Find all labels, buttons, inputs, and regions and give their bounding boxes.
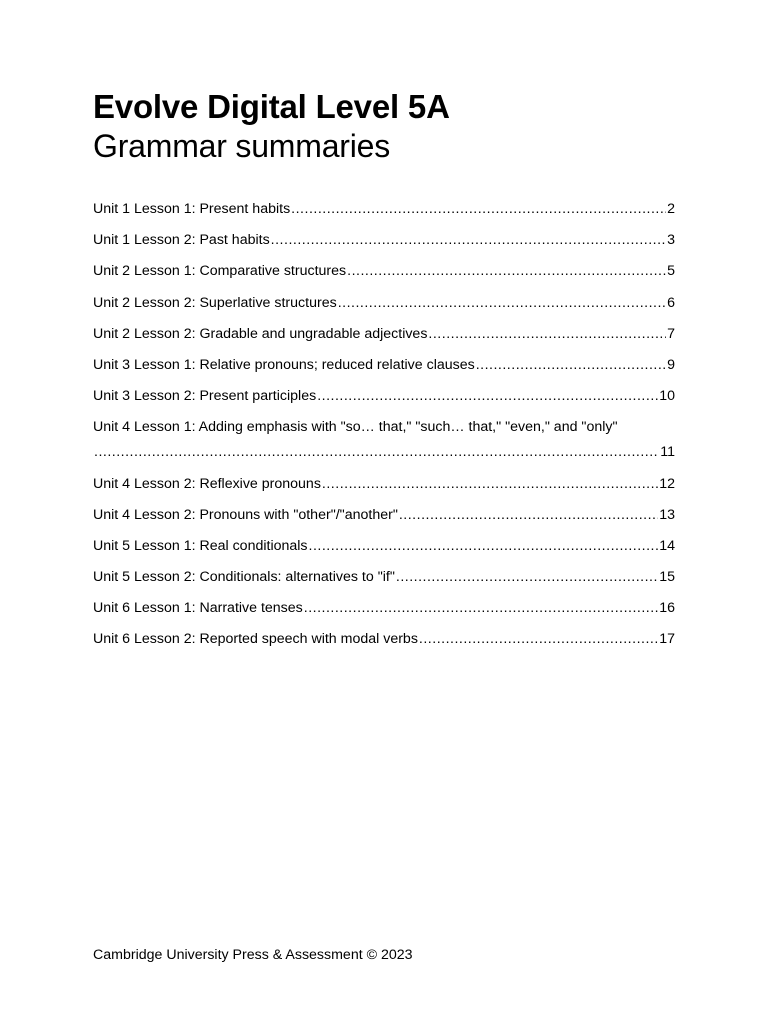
toc-entry[interactable] [93,505,675,525]
toc-entry-page: 9 [667,356,675,373]
toc-leader-dots [317,386,658,406]
toc-entry[interactable] [93,567,675,587]
document-subtitle: Grammar summaries [93,128,391,164]
toc-entry-page: 13 [659,506,675,523]
toc-leader-dots [428,324,666,344]
toc-leader-dots [399,505,658,525]
toc-entry-label: Unit 2 Lesson 2: Superlative structures [93,294,337,311]
toc-entry-page: 10 [659,388,675,405]
toc-entry-label: Unit 3 Lesson 1: Relative pronouns; reduced relative clauses [93,356,475,373]
toc-entry-page: 2 [667,201,675,217]
document-title: Evolve Digital Level 5A [93,88,450,125]
toc-leader-dots [291,199,666,219]
toc-entry-page: 7 [667,325,675,342]
toc-entry-label: Unit 1 Lesson 2: Past habits [93,232,270,249]
toc-entry-page: 3 [667,232,675,249]
toc-entry-page: 17 [659,631,675,648]
toc-leader-dots [309,536,659,556]
toc-leader-dots [396,567,658,587]
toc-entry-label: Unit 4 Lesson 1: Adding emphasis with "so… that," "such… that," "even," and "only" [93,419,618,436]
toc-leader-dots [94,442,659,462]
toc-entry-label: Unit 4 Lesson 2: Pronouns with "other"/"another" [93,506,398,523]
toc-entry[interactable] [93,474,675,494]
toc-leader-dots [304,598,658,618]
toc-entry-page: 5 [667,263,675,280]
toc-entry[interactable] [93,293,675,313]
toc-leader-dots [419,629,658,649]
toc-entry[interactable] [93,230,675,250]
toc-entry-page: 15 [659,569,675,586]
toc-leader-dots [476,355,666,375]
toc-entry-label: Unit 3 Lesson 2: Present participles [93,388,317,405]
table-of-contents [93,199,675,661]
toc-entry[interactable] [93,324,675,344]
toc-entry-label: Unit 4 Lesson 2: Reflexive pronouns [93,475,321,492]
footer-copyright: Cambridge University Press & Assessment © 2023 [93,947,413,963]
toc-entry-page: 14 [659,537,675,554]
toc-leader-dots [322,474,658,494]
toc-entry[interactable] [93,417,675,462]
toc-entry-page: 11 [660,444,675,461]
toc-entry-label: Unit 6 Lesson 1: Narrative tenses [93,600,303,617]
toc-entry-label: Unit 2 Lesson 1: Comparative structures [93,263,347,280]
toc-entry-leader-line [93,442,675,462]
toc-leader-dots [347,261,666,281]
toc-entry[interactable] [93,355,675,375]
toc-entry[interactable] [93,386,675,406]
toc-entry-page: 16 [659,600,675,617]
toc-entry-page: 12 [659,475,675,492]
toc-entry[interactable] [93,199,675,219]
toc-entry-label: Unit 5 Lesson 2: Conditionals: alternatives to "if" [93,569,395,586]
toc-entry-label: Unit 6 Lesson 2: Reported speech with modal verbs [93,631,418,648]
toc-entry[interactable] [93,261,675,281]
toc-entry[interactable] [93,536,675,556]
toc-entry-label: Unit 2 Lesson 2: Gradable and ungradable adjectives [93,325,428,342]
toc-entry-page: 6 [667,294,675,311]
toc-leader-dots [338,293,666,313]
toc-entry[interactable] [93,598,675,618]
toc-entry-label: Unit 5 Lesson 1: Real conditionals [93,537,308,554]
toc-leader-dots [271,230,666,250]
toc-entry-label: Unit 1 Lesson 1: Present habits [93,201,291,217]
toc-entry[interactable] [93,629,675,649]
